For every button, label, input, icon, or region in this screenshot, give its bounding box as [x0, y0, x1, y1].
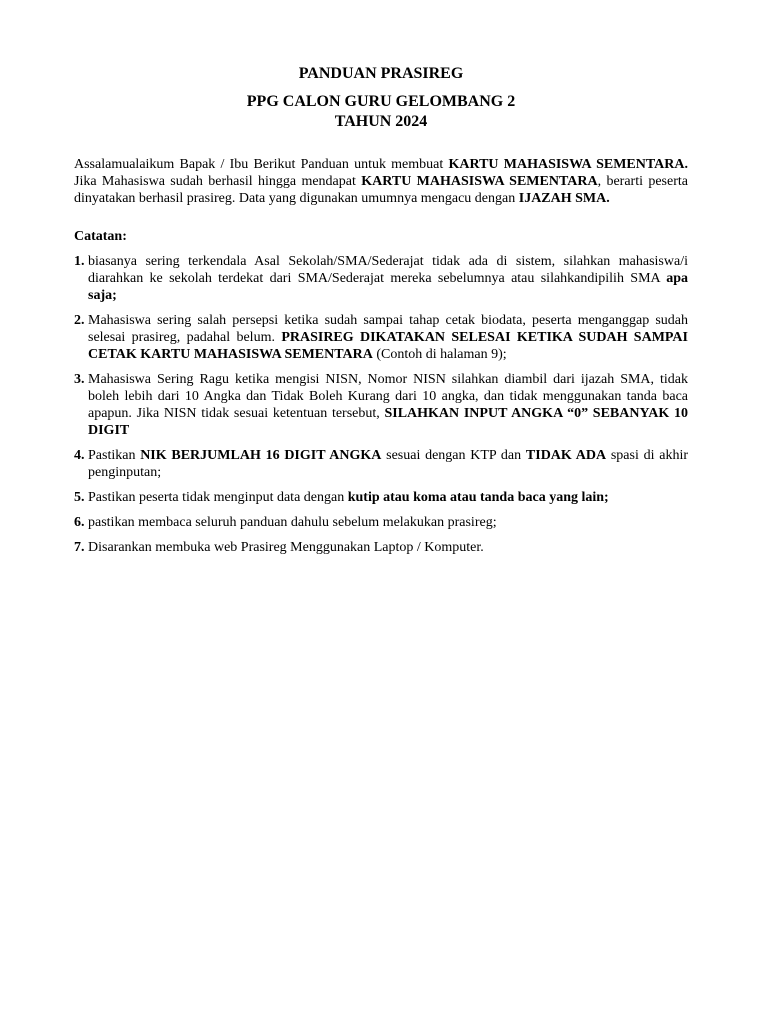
intro-bold-2: KARTU MAHASISWA SEMENTARA — [361, 174, 598, 189]
note-text: Mahasiswa Sering Ragu ketika mengisi NISN, Nomor NISN silahkan diambil dari ijazah SMA, tidak boleh lebih dari 10 Angka dan Tidak Boleh Kurang dari 10 angka, dan tidak menggunakan tanda baca apapun. Jika NISN tidak sesuai ketentuan tersebut, — [88, 372, 688, 421]
note-number: 4. — [74, 448, 85, 463]
note-item-7 — [74, 539, 688, 556]
note-text: Mahasiswa sering salah persepsi ketika sudah sampai tahap cetak biodata, peserta menganggap sudah selesai prasireg, padahal belum. — [88, 313, 688, 345]
notes-list — [74, 253, 688, 556]
note-text: Disarankan membuka web Prasireg Menggunakan Laptop / Komputer. — [88, 540, 484, 555]
note-text: Pastikan — [88, 448, 141, 463]
note-item-2 — [74, 312, 688, 363]
document-year: TAHUN 2024 — [334, 113, 428, 130]
note-number: 6. — [74, 515, 85, 530]
notes-heading: Catatan: — [74, 229, 127, 244]
document-page — [74, 64, 688, 564]
intro-text-3: , berarti peserta dinyatakan berhasil prasireg. Data yang digunakan umumnya mengacu dengan — [74, 174, 688, 206]
note-number: 2. — [74, 313, 85, 328]
note-item-6 — [74, 514, 688, 531]
note-bold: apa saja; — [88, 271, 688, 303]
intro-text-2: Jika Mahasiswa sudah berhasil hingga mendapat — [74, 174, 362, 189]
intro-text-1: Assalamualaikum Bapak / Ibu Berikut Panduan untuk membuat — [74, 157, 449, 172]
intro-bold-1: KARTU MAHASISWA SEMENTARA. — [448, 157, 688, 172]
note-number: 3. — [74, 372, 85, 387]
note-number: 5. — [74, 490, 85, 505]
note-number: 1. — [74, 254, 85, 269]
note-number: 7. — [74, 540, 85, 555]
note-text: pastikan membaca seluruh panduan dahulu sebelum melakukan prasireg; — [88, 515, 497, 530]
note-text-3: spasi di akhir penginputan; — [88, 448, 688, 480]
note-bold: SILAHKAN INPUT ANGKA “0” SEBANYAK 10 DIGIT — [88, 406, 689, 438]
note-text-2: (Contoh di halaman 9); — [372, 347, 507, 362]
note-item-1 — [74, 253, 688, 304]
note-bold: PRASIREG DIKATAKAN SELESAI KETIKA SUDAH SAMPAI CETAK KARTU MAHASISWA SEMENTARA — [88, 330, 688, 362]
note-item-4 — [74, 447, 688, 481]
note-bold-2: TIDAK ADA — [525, 448, 607, 463]
note-bold: kutip atau koma atau tanda baca yang lain; — [347, 490, 609, 505]
note-text-2: sesuai dengan KTP dan — [381, 448, 526, 463]
note-bold: NIK BERJUMLAH 16 DIGIT ANGKA — [140, 448, 382, 463]
intro-paragraph — [74, 156, 688, 207]
intro-bold-3: IJAZAH SMA. — [518, 191, 610, 206]
document-title: PANDUAN PRASIREG — [298, 65, 464, 82]
note-item-3 — [74, 371, 688, 439]
note-text: biasanya sering terkendala Asal Sekolah/SMA/Sederajat tidak ada di sistem, silahkan mahasiswa/i diarahkan ke sekolah terdekat dari SMA/Sederajat mereka sebelumnya atau silahkandipilih SMA — [88, 254, 688, 286]
note-item-5 — [74, 489, 688, 506]
document-subtitle: PPG CALON GURU GELOMBANG 2 — [246, 93, 516, 110]
note-text: Pastikan peserta tidak menginput data dengan — [88, 490, 348, 505]
